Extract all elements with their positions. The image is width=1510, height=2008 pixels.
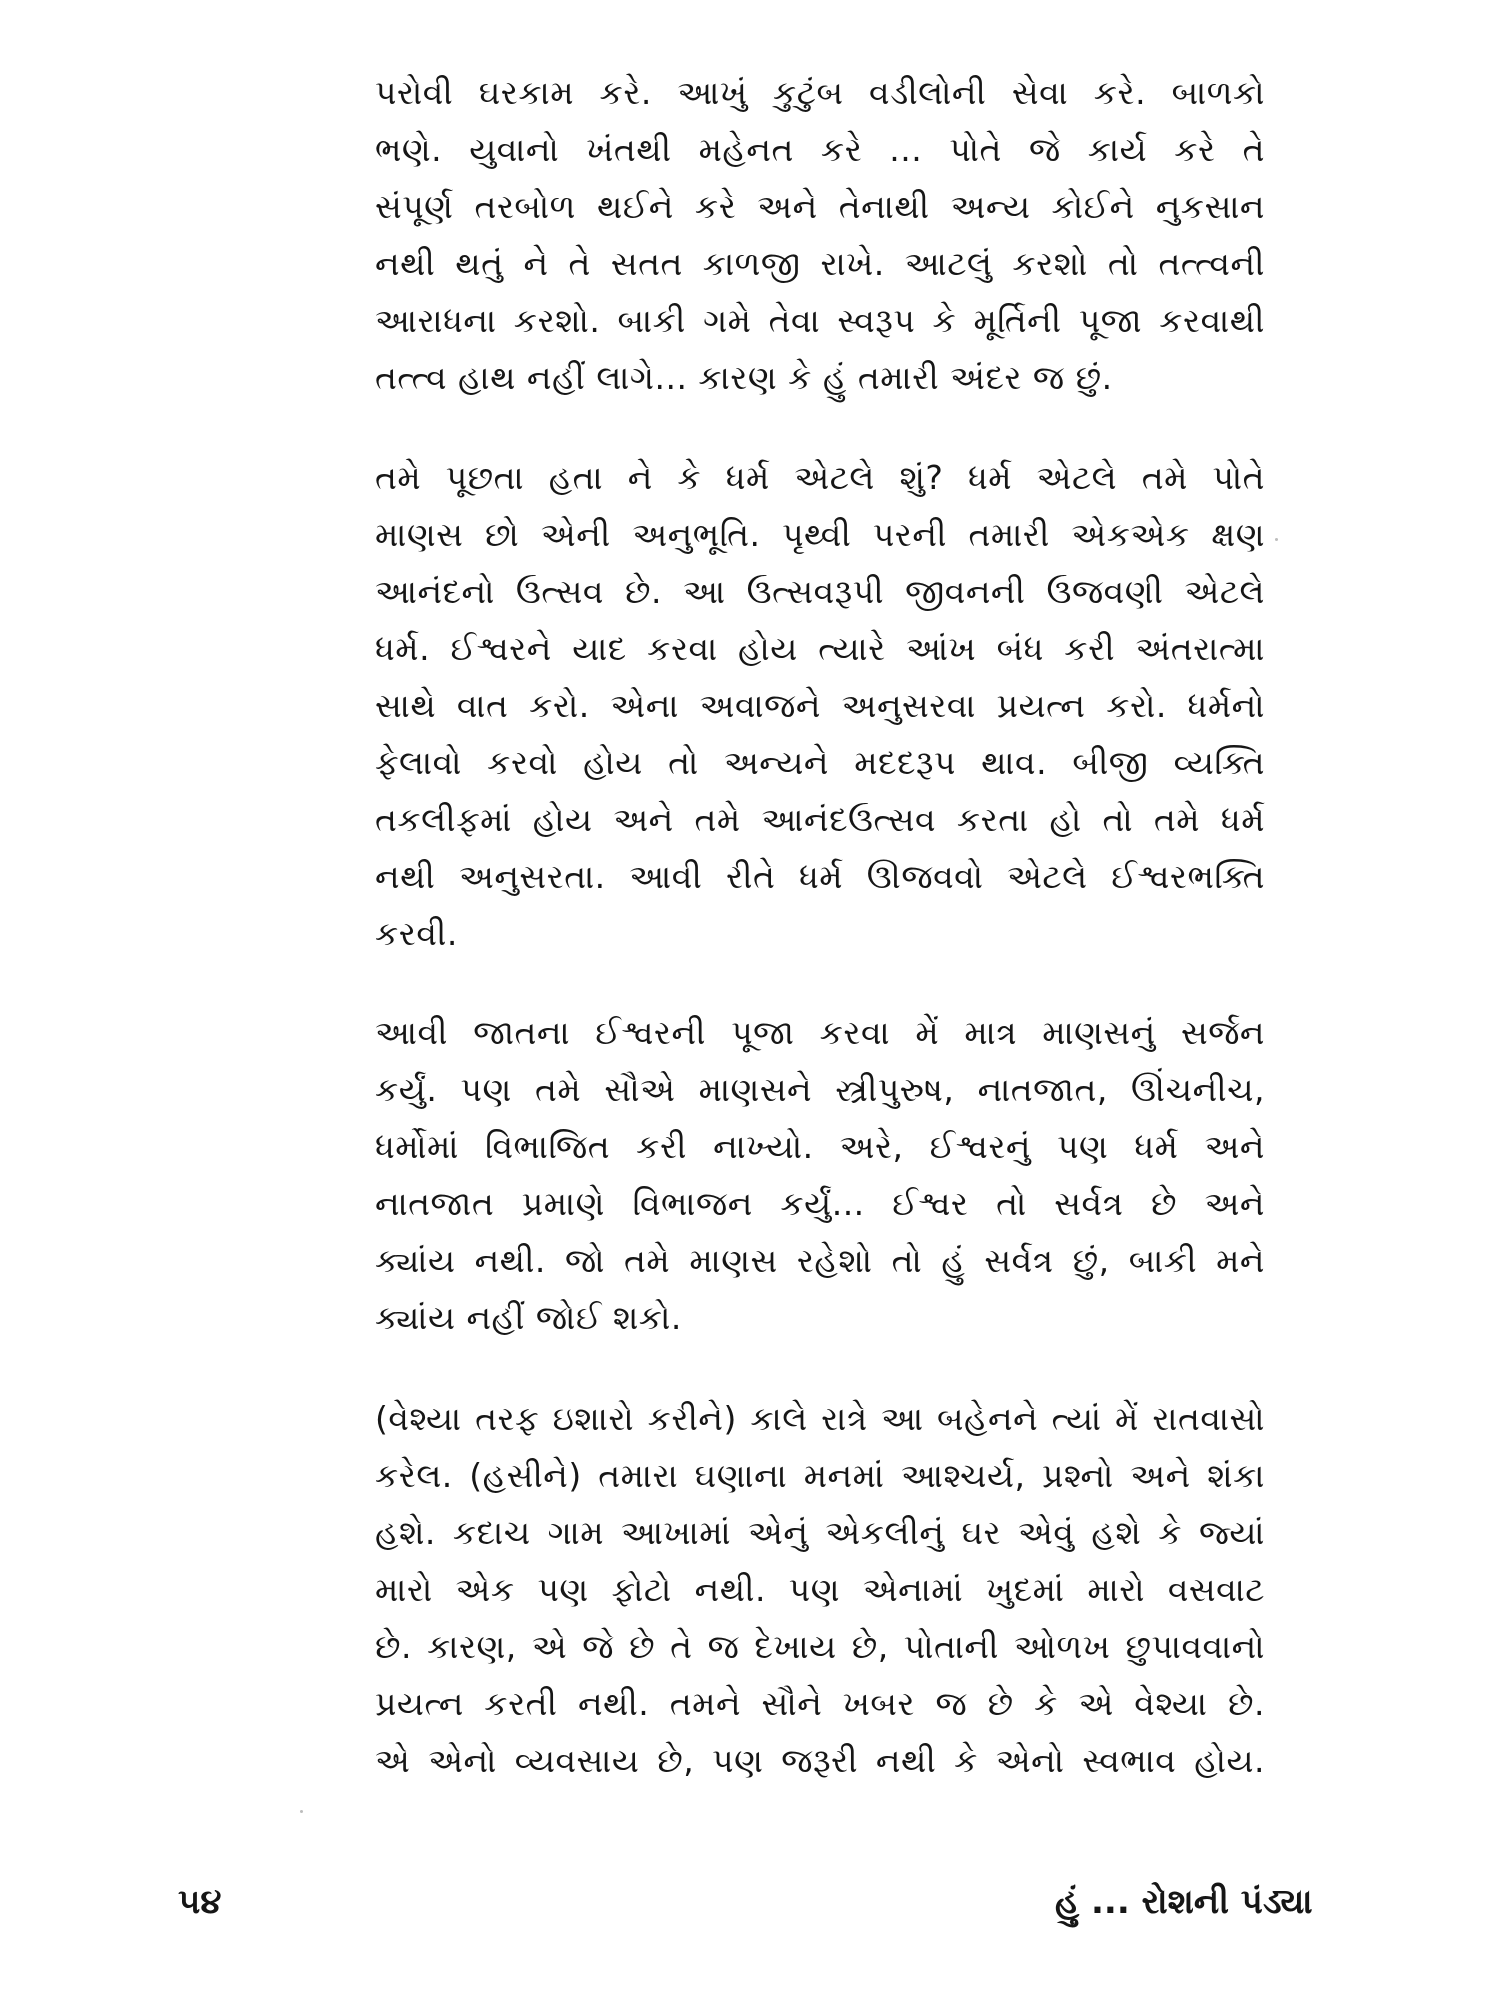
text-line: ક્યાંય નહીં જોઈ શકો. [375,1298,682,1337]
text-line: ભણે. યુવાનો ખંતથી મહેનત કરે ... પોતે જે કાર્ય કરે તે [375,130,1265,169]
text-line: ધર્મ. ઈશ્વરને યાદ કરવા હોય ત્યારે આંખ બંધ કરી અંતરાત્મા [375,629,1265,668]
text-line: પ્રયત્ન કરતી નથી. તમને સૌને ખબર જ છે કે એ વેશ્યા છે. [375,1684,1265,1723]
text-line: મારો એક પણ ફોટો નથી. પણ એનામાં ખુદમાં મારો વસવાટ [375,1570,1265,1609]
text-line: કરેલ. (હસીને) તમારા ઘણાના મનમાં આશ્ચર્ય, પ્રશ્નો અને શંકા [375,1456,1265,1495]
text-line: કરવી. [375,914,458,953]
text-line: તકલીફમાં હોય અને તમે આનંદઉત્સવ કરતા હો તો તમે ધર્મ [375,800,1265,839]
text-line: આરાધના કરશો. બાકી ગમે તેવા સ્વરૂપ કે મૂર્તિની પૂજા કરવાથી [375,301,1265,340]
paragraph-2 [375,449,1265,962]
text-line: નથી અનુસરતા. આવી રીતે ધર્મ ઊજવવો એટલે ઈશ્વરભક્તિ [375,857,1265,896]
text-line: ફેલાવો કરવો હોય તો અન્યને મદદરૂપ થાવ. બીજી વ્યક્તિ [375,743,1265,782]
text-line: ક્યાંય નથી. જો તમે માણસ રહેશો તો હું સર્વત્ર છું, બાકી મને [375,1241,1265,1280]
text-line: (વેશ્યા તરફ ઇશારો કરીને) કાલે રાત્રે આ બહેનને ત્યાં મેં રાતવાસો [375,1399,1265,1438]
page-number: ૫૪ [178,1882,222,1922]
text-line: આવી જાતના ઈશ્વરની પૂજા કરવા મેં માત્ર માણસનું સર્જન [375,1013,1265,1052]
text-line: નાતજાત પ્રમાણે વિભાજન કર્યું... ઈશ્વર તો સર્વત્ર છે અને [375,1184,1265,1223]
text-line: સંપૂર્ણ તરબોળ થઈને કરે અને તેનાથી અન્ય કોઈને નુકસાન [375,187,1265,226]
running-footer-title: હું ... રોશની પંડ્યા [1055,1882,1313,1922]
text-line: કર્યું. પણ તમે સૌએ માણસને સ્ત્રીપુરુષ, નાતજાત, ઊંચનીચ, [375,1070,1265,1109]
text-line: એ એનો વ્યવસાય છે, પણ જરૂરી નથી કે એનો સ્વભાવ હોય. [375,1741,1265,1780]
paragraph-3 [375,1004,1265,1346]
text-line: ધર્મોમાં વિભાજિત કરી નાખ્યો. અરે, ઈશ્વરનું પણ ધર્મ અને [375,1127,1265,1166]
text-line: તત્ત્વ હાથ નહીં લાગે... કારણ કે હું તમારી અંદર જ છું. [375,358,1113,397]
text-line: છે. કારણ, એ જે છે તે જ દેખાય છે, પોતાની ઓળખ છુપાવવાનો [375,1627,1265,1666]
paragraph-4 [375,1390,1265,1789]
text-line: હશે. કદાચ ગામ આખામાં એનું એકલીનું ઘર એવું હશે કે જ્યાં [375,1513,1265,1552]
text-line: માણસ છો એની અનુભૂતિ. પૃથ્વી પરની તમારી એકએક ક્ષણ [375,515,1265,554]
text-line: તમે પૂછતા હતા ને કે ધર્મ એટલે શું? ધર્મ એટલે તમે પોતે [375,458,1265,497]
text-line: પરોવી ઘરકામ કરે. આખું કુટુંબ વડીલોની સેવા કરે. બાળકો [375,73,1265,112]
text-line: નથી થતું ને તે સતત કાળજી રાખે. આટલું કરશો તો તત્ત્વની [375,244,1265,283]
scan-speck [300,1810,303,1813]
text-line: આનંદનો ઉત્સવ છે. આ ઉત્સવરૂપી જીવનની ઉજવણી એટલે [375,572,1265,611]
scan-speck [1275,538,1278,541]
paragraph-1 [375,64,1265,406]
text-line: સાથે વાત કરો. એના અવાજને અનુસરવા પ્રયત્ન કરો. ધર્મનો [375,686,1265,725]
